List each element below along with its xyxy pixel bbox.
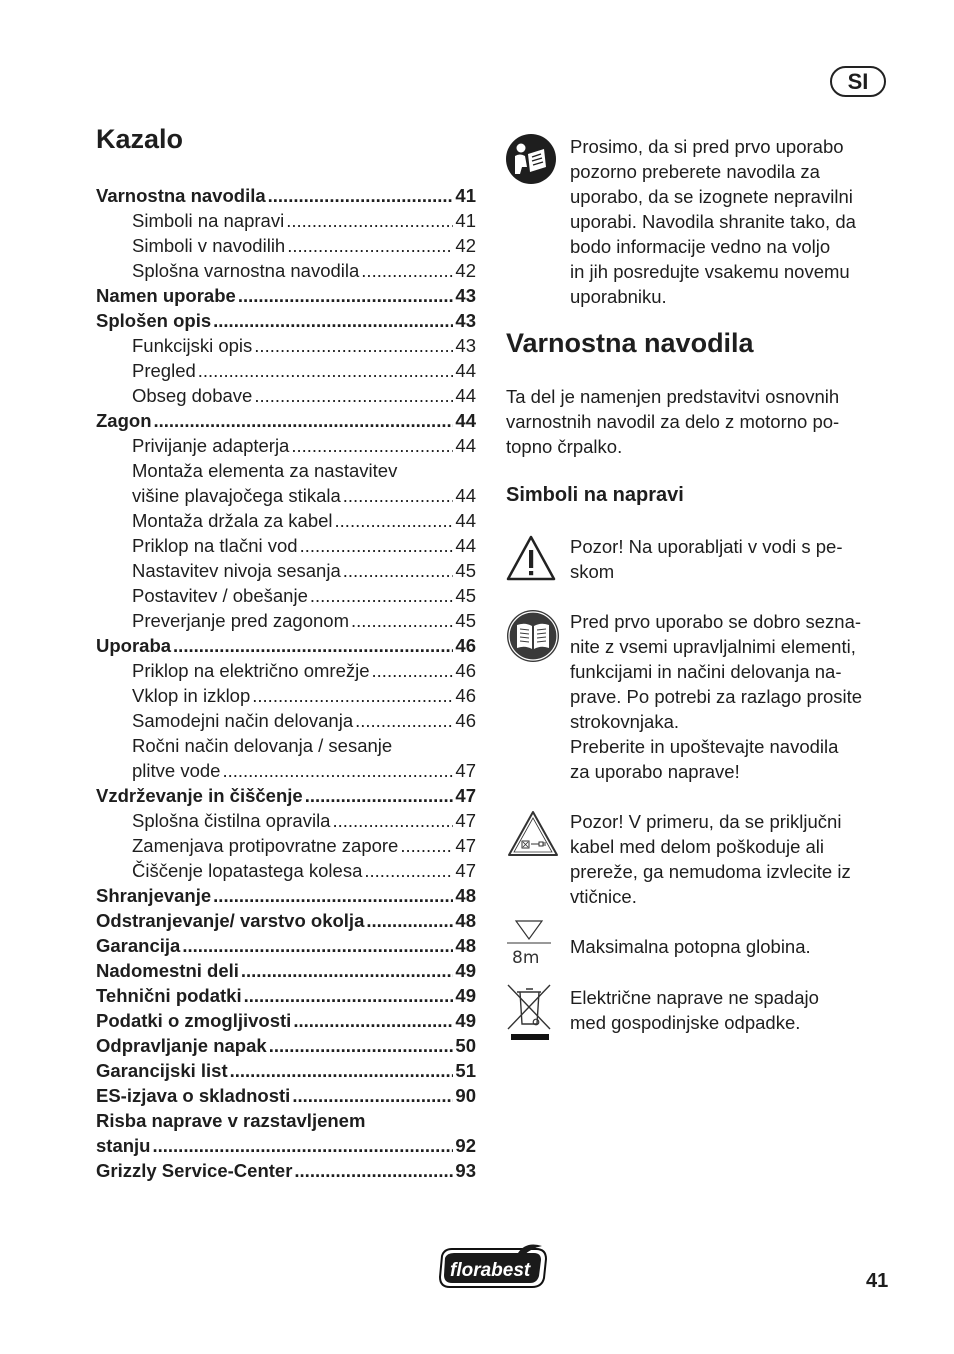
toc-entry-label: Montaža držala za kabel — [132, 510, 333, 531]
toc-leader-dots — [241, 958, 454, 983]
toc-entry-label: stanju — [96, 1135, 151, 1156]
text-line: Ta del je namenjen predstavitvi osnovnih — [506, 386, 840, 407]
safety-intro-text — [506, 384, 886, 459]
toc-leader-dots — [254, 333, 453, 358]
toc-entry-label: Garancijski list — [96, 1060, 228, 1081]
depth-icon — [506, 919, 552, 969]
toc-entry-page: 44 — [455, 360, 476, 381]
toc-entry[interactable] — [96, 1133, 476, 1158]
toc-entry-label: višine plavajočega stikala — [132, 485, 341, 506]
toc-entry-page: 44 — [455, 535, 476, 556]
text-line: kabel med delom poškoduje ali — [570, 836, 825, 857]
toc-entry[interactable] — [96, 233, 476, 258]
toc-entry-page: 50 — [455, 1035, 476, 1056]
text-line: Prosimo, da si pred prvo uporabo — [570, 136, 844, 157]
toc-entry[interactable] — [96, 958, 476, 983]
toc-entry[interactable] — [96, 408, 476, 433]
toc-entry-page: 46 — [455, 710, 476, 731]
toc-entry-label: Funkcijski opis — [132, 335, 253, 356]
toc-entry[interactable] — [96, 933, 476, 958]
toc-entry[interactable] — [96, 308, 476, 333]
toc-entry-page: 41 — [455, 210, 476, 231]
toc-leader-dots — [292, 1083, 453, 1108]
toc-leader-dots — [244, 983, 454, 1008]
toc-entry-page: 45 — [455, 610, 476, 631]
toc-leader-dots — [366, 908, 453, 933]
toc-entry-label: Podatki o zmogljivosti — [96, 1010, 292, 1031]
toc-entry[interactable] — [96, 1008, 476, 1033]
toc-entry-page: 48 — [455, 885, 476, 906]
text-line: in jih posredujte vsakemu novemu — [570, 261, 850, 282]
toc-entry[interactable] — [96, 1108, 476, 1133]
toc-entry-page: 44 — [455, 385, 476, 406]
toc-entry-page: 46 — [455, 635, 476, 656]
symbol-text — [570, 534, 896, 584]
toc-entry[interactable] — [96, 783, 476, 808]
toc-entry-page: 42 — [455, 260, 476, 281]
symbol-text — [570, 934, 896, 959]
text-line: varnostnih navodil za delo z motorno po- — [506, 411, 840, 432]
toc-leader-dots — [152, 1133, 453, 1158]
toc-entry[interactable] — [96, 333, 476, 358]
symbols-title: Simboli na napravi — [506, 484, 684, 506]
toc-entry-page: 51 — [455, 1060, 476, 1081]
toc-leader-dots — [252, 683, 453, 708]
toc-leader-dots — [213, 308, 453, 333]
toc-entry-page: 44 — [455, 485, 476, 506]
toc-entry-label: Postavitev / obešanje — [132, 585, 308, 606]
toc-entry-page: 47 — [455, 860, 476, 881]
toc-entry-page: 46 — [455, 660, 476, 681]
toc-entry-label: Samodejni način delovanja — [132, 710, 354, 731]
text-line: uporabo, da se izognete nepravilni — [570, 186, 853, 207]
brand-name: florabest — [450, 1260, 531, 1281]
toc-entry-label: Grizzly Service-Center — [96, 1160, 293, 1181]
text-line: Preberite in upoštevajte navodila — [570, 736, 839, 757]
text-line: nite z vsemi upravljalnimi elementi, — [570, 636, 856, 657]
toc-leader-dots — [268, 183, 454, 208]
toc-entry[interactable] — [96, 908, 476, 933]
toc-entry-label: Nastavitev nivoja sesanja — [132, 560, 341, 581]
toc-leader-dots — [332, 808, 453, 833]
toc-entry-label: Simboli v navodilih — [132, 235, 286, 256]
text-line: uporabi. Navodila shranite tako, da — [570, 211, 856, 232]
text-line: pozorno preberete navodila za — [570, 161, 820, 182]
toc-leader-dots — [154, 408, 454, 433]
toc-entry-page: 42 — [455, 235, 476, 256]
toc-entry-page: 47 — [455, 835, 476, 856]
toc-entry[interactable] — [96, 883, 476, 908]
toc-entry-page: 45 — [455, 560, 476, 581]
toc-entry-page: 43 — [455, 335, 476, 356]
symbol-text — [570, 809, 896, 909]
toc-entry-label: Pregled — [132, 360, 196, 381]
toc-entry-label: Vklop in izklop — [132, 685, 251, 706]
toc-entry-page: 44 — [455, 435, 476, 456]
text-line: strokovnjaka. — [570, 711, 679, 732]
toc-entry-label: plitve vode — [132, 760, 221, 781]
toc-entry[interactable] — [96, 758, 476, 783]
text-line: vtičnice. — [570, 886, 637, 907]
language-badge: SI — [830, 66, 886, 97]
toc-entry-label: Splošen opis — [96, 310, 212, 331]
toc-entry[interactable] — [96, 1058, 476, 1083]
text-line: prave. Po potrebi za razlago prosite — [570, 686, 863, 707]
toc-entry-label: Priklop na električno omrežje — [132, 660, 370, 681]
toc-entry-label: Montaža elementa za nastavitev — [132, 460, 398, 481]
toc-leader-dots — [286, 208, 453, 233]
toc-entry-label: Tehnični podatki — [96, 985, 242, 1006]
toc-leader-dots — [222, 758, 453, 783]
toc-entry-label: Priklop na tlačni vod — [132, 535, 298, 556]
toc-entry-page: 92 — [455, 1135, 476, 1156]
toc-entry-label: ES-izjava o skladnosti — [96, 1085, 291, 1106]
text-line: Električne naprave ne spadajo — [570, 987, 819, 1008]
toc-leader-dots — [343, 558, 454, 583]
toc-entry[interactable] — [96, 208, 476, 233]
toc-leader-dots — [364, 858, 453, 883]
toc-leader-dots — [400, 833, 453, 858]
toc-entry[interactable] — [96, 1158, 476, 1183]
symbol-text — [570, 985, 896, 1035]
toc-entry-label: Splošna varnostna navodila — [132, 260, 360, 281]
toc-entry[interactable] — [96, 383, 476, 408]
toc-leader-dots — [238, 283, 454, 308]
toc-leader-dots — [335, 508, 454, 533]
toc-entry[interactable] — [96, 183, 476, 208]
toc-entry[interactable] — [96, 258, 476, 283]
toc-entry-page: 49 — [455, 960, 476, 981]
toc-entry[interactable] — [96, 1083, 476, 1108]
toc-leader-dots — [310, 583, 454, 608]
toc-leader-dots — [213, 883, 453, 908]
depth-label: 8m — [512, 948, 540, 968]
toc-title: Kazalo — [96, 124, 184, 154]
read-manual-icon — [506, 134, 556, 184]
warning-triangle-icon — [506, 534, 556, 582]
toc-entry-page: 49 — [455, 985, 476, 1006]
toc-entry-page: 46 — [455, 685, 476, 706]
toc-entry[interactable] — [96, 283, 476, 308]
toc-leader-dots — [269, 1033, 454, 1058]
toc-leader-dots — [294, 1158, 453, 1183]
toc-leader-dots — [182, 933, 453, 958]
toc-entry-page: 43 — [455, 285, 476, 306]
toc-entry-page: 49 — [455, 1010, 476, 1031]
toc-leader-dots — [361, 258, 453, 283]
toc-entry[interactable] — [96, 733, 476, 758]
toc-entry[interactable] — [96, 858, 476, 883]
unplug-warning-icon — [506, 809, 560, 859]
crossed-bin-icon — [506, 983, 552, 1043]
toc-entry[interactable] — [96, 558, 476, 583]
toc-leader-dots — [372, 658, 454, 683]
text-line: Maksimalna potopna globina. — [570, 936, 811, 957]
toc-leader-dots — [351, 608, 453, 633]
toc-entry-label: Varnostna navodila — [96, 185, 266, 206]
toc-entry[interactable] — [96, 1033, 476, 1058]
text-line: za uporabo naprave! — [570, 761, 740, 782]
toc-entry-label: Čiščenje lopatastega kolesa — [132, 860, 363, 881]
toc-leader-dots — [198, 358, 454, 383]
toc-entry-label: Risba naprave v razstavljenem — [96, 1110, 366, 1131]
text-line: bodo informacije vedno na voljo — [570, 236, 831, 257]
toc-entry[interactable] — [96, 358, 476, 383]
florabest-logo — [438, 1244, 550, 1290]
toc-leader-dots — [173, 633, 453, 658]
toc-entry[interactable] — [96, 458, 476, 483]
toc-leader-dots — [287, 233, 453, 258]
toc-entry-page: 47 — [455, 810, 476, 831]
toc-entry[interactable] — [96, 658, 476, 683]
text-line: skom — [570, 561, 615, 582]
toc-entry-page: 48 — [455, 910, 476, 931]
text-line: med gospodinjske odpadke. — [570, 1012, 801, 1033]
toc-leader-dots — [293, 1008, 453, 1033]
toc-entry-label: Privijanje adapterja — [132, 435, 290, 456]
text-line: uporabniku. — [570, 286, 667, 307]
safety-title: Varnostna navodila — [506, 328, 754, 358]
open-book-icon — [506, 609, 560, 663]
toc-entry-page: 47 — [455, 760, 476, 781]
toc-entry-page: 93 — [455, 1160, 476, 1181]
text-line: topno črpalko. — [506, 436, 623, 457]
toc-entry-label: Obseg dobave — [132, 385, 253, 406]
toc-leader-dots — [291, 433, 453, 458]
toc-entry-label: Odstranjevanje/ varstvo okolja — [96, 910, 365, 931]
text-line: Pred prvo uporabo se dobro sezna- — [570, 611, 862, 632]
toc-entry[interactable] — [96, 608, 476, 633]
text-line: prereže, ga nemudoma izvlecite iz — [570, 861, 851, 882]
text-line: Pozor! V primeru, da se priključni — [570, 811, 842, 832]
toc-entry[interactable] — [96, 683, 476, 708]
toc-leader-dots — [343, 483, 454, 508]
toc-entry-label: Shranjevanje — [96, 885, 212, 906]
toc-leader-dots — [254, 383, 453, 408]
toc-entry-label: Splošna čistilna opravila — [132, 810, 331, 831]
toc-entry-page: 45 — [455, 585, 476, 606]
toc-entry[interactable] — [96, 533, 476, 558]
toc-entry-page: 44 — [455, 510, 476, 531]
toc-entry[interactable] — [96, 583, 476, 608]
toc-entry-page: 90 — [455, 1085, 476, 1106]
text-line: funkcijami in načini delovanja na- — [570, 661, 842, 682]
toc-leader-dots — [305, 783, 454, 808]
toc-entry-label: Zagon — [96, 410, 152, 431]
toc-entry[interactable] — [96, 483, 476, 508]
toc-entry-label: Preverjanje pred zagonom — [132, 610, 349, 631]
table-of-contents — [96, 183, 476, 1183]
toc-leader-dots — [355, 708, 453, 733]
page-number: 41 — [866, 1270, 889, 1292]
toc-entry-page: 43 — [455, 310, 476, 331]
toc-entry-label: Simboli na napravi — [132, 210, 285, 231]
toc-entry[interactable] — [96, 808, 476, 833]
symbol-text — [570, 609, 896, 784]
toc-entry-label: Uporaba — [96, 635, 172, 656]
toc-entry-page: 48 — [455, 935, 476, 956]
toc-entry-label: Garancija — [96, 935, 181, 956]
toc-entry-page: 41 — [455, 185, 476, 206]
toc-entry-label: Odpravljanje napak — [96, 1035, 267, 1056]
toc-leader-dots — [300, 533, 454, 558]
toc-entry-page: 47 — [455, 785, 476, 806]
toc-entry-label: Namen uporabe — [96, 285, 236, 306]
toc-entry[interactable] — [96, 983, 476, 1008]
intro-text — [570, 134, 896, 309]
toc-leader-dots — [230, 1058, 454, 1083]
toc-entry-page: 44 — [455, 410, 476, 431]
toc-entry[interactable] — [96, 708, 476, 733]
toc-entry[interactable] — [96, 633, 476, 658]
toc-entry[interactable] — [96, 433, 476, 458]
toc-entry[interactable] — [96, 508, 476, 533]
toc-entry-label: Ročni način delovanja / sesanje — [132, 735, 393, 756]
text-line: Pozor! Na uporabljati v vodi s pe- — [570, 536, 843, 557]
toc-entry-label: Nadomestni deli — [96, 960, 239, 981]
toc-entry-label: Zamenjava protipovratne zapore — [132, 835, 399, 856]
toc-entry[interactable] — [96, 833, 476, 858]
toc-entry-label: Vzdrževanje in čiščenje — [96, 785, 303, 806]
